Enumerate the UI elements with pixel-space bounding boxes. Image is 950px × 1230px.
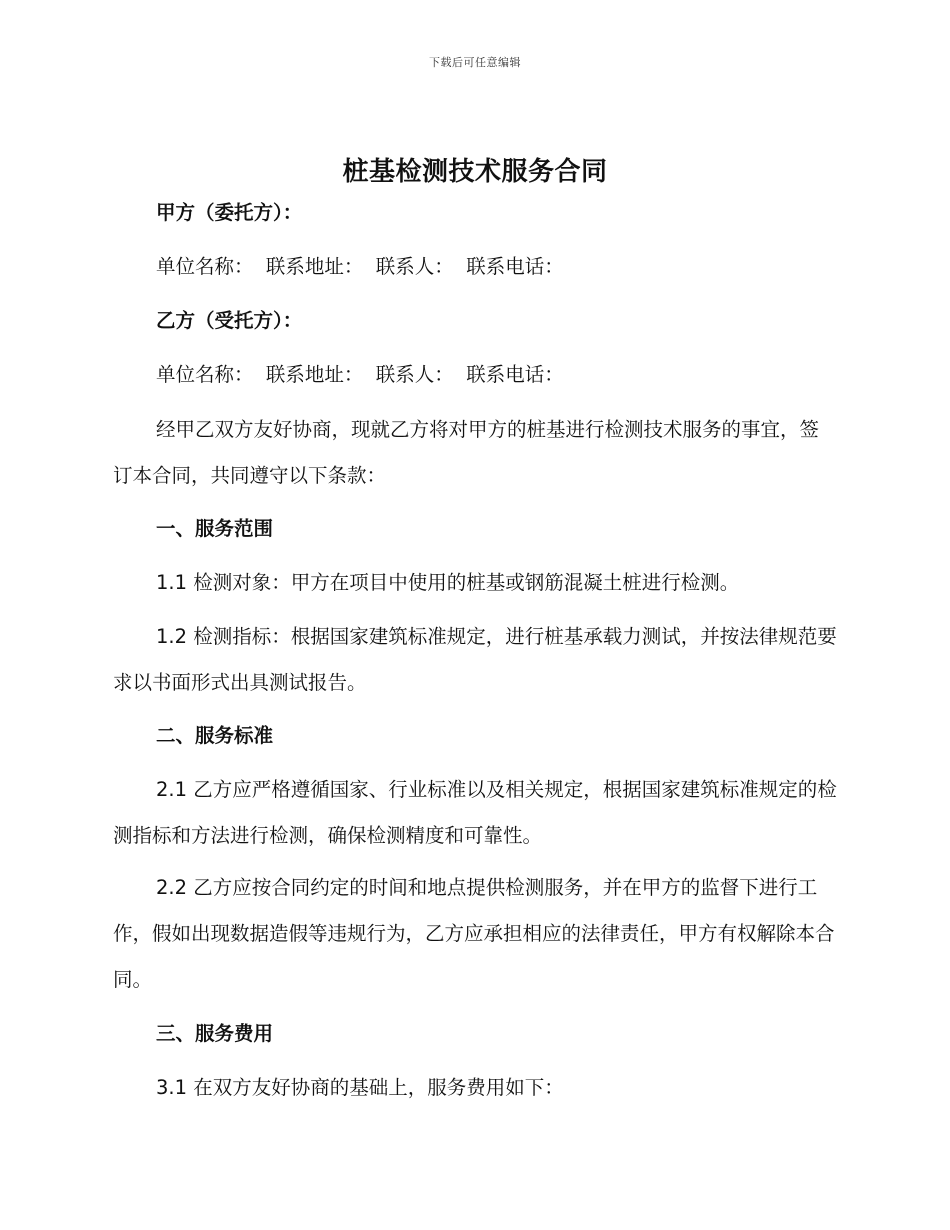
clause-2-2: 2.2 乙方应按合同约定的时间和地点提供检测服务，并在甲方的监督下进行工作，假如出现数据造假等违规行为，乙方应承担相应的法律责任，甲方有权解除本合同。 — [113, 876, 835, 991]
clause-1-1: 1.1 检测对象：甲方在项目中使用的桩基或钢筋混凝土桩进行检测。 — [156, 571, 740, 594]
section-3-heading: 三、服务费用 — [156, 1022, 274, 1045]
party-b-fields: 单位名称： 联系地址： 联系人： 联系电话： — [156, 363, 564, 386]
clause-1-2: 1.2 检测指标：根据国家建筑标准规定，进行桩基承载力测试，并按法律规范要求以书面形式出具测试报告。 — [113, 625, 837, 694]
header-note: 下载后可任意编辑 — [429, 56, 521, 69]
page-title: 桩基检测技术服务合同 — [342, 157, 608, 187]
party-b-heading: 乙方（受托方）： — [156, 309, 303, 332]
section-2-heading: 二、服务标准 — [156, 724, 274, 747]
clause-2-1: 2.1 乙方应严格遵循国家、行业标准以及相关规定，根据国家建筑标准规定的检测指标和方法进行检测，确保检测精度和可靠性。 — [113, 778, 837, 847]
clause-3-1: 3.1 在双方友好协商的基础上，服务费用如下： — [156, 1076, 564, 1099]
party-a-heading: 甲方（委托方）： — [156, 201, 303, 224]
section-1-heading: 一、服务范围 — [156, 517, 274, 540]
intro-paragraph: 经甲乙双方友好协商，现就乙方将对甲方的桩基进行检测技术服务的事宜，签订本合同，共同遵守以下条款： — [113, 418, 820, 487]
party-a-fields: 单位名称： 联系地址： 联系人： 联系电话： — [156, 255, 564, 278]
